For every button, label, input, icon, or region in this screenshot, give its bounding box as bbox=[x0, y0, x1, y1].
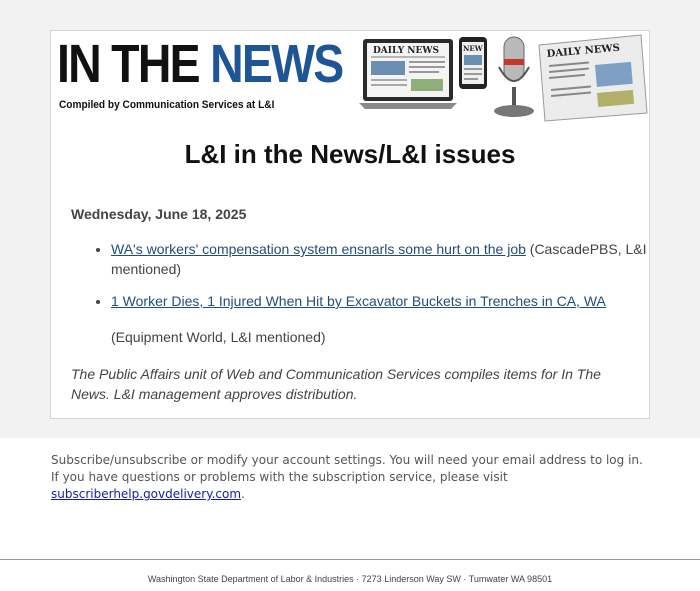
footer-period: . bbox=[241, 487, 245, 501]
page-title: L&I in the News/L&I issues bbox=[184, 139, 516, 169]
masthead-banner bbox=[51, 31, 649, 123]
news-source-standalone: (Equipment World, L&I mentioned) bbox=[111, 329, 326, 345]
distribution-note: The Public Affairs unit of Web and Communication Services compiles items for In The News. L&I management approves distribution. bbox=[71, 366, 601, 402]
phone-paper-label: NEW bbox=[463, 44, 483, 53]
news-link[interactable]: 1 Worker Dies, 1 Injured When Hit by Excavator Buckets in Trenches in CA, WA bbox=[111, 293, 606, 309]
list-item bbox=[111, 291, 651, 311]
news-link[interactable]: WA's workers' compensation system ensnarls some hurt on the job bbox=[111, 241, 526, 257]
issue-date: Wednesday, June 18, 2025 bbox=[71, 206, 247, 222]
footer-text: Subscribe/unsubscribe or modify your account settings. You will need your email address to log in. If you have questions or problems with the subscription service, please visit bbox=[51, 453, 643, 484]
newspaper-icon bbox=[539, 35, 647, 121]
news-list bbox=[91, 239, 651, 323]
news-source: (CascadePBS, L&I mentioned) bbox=[111, 241, 647, 277]
masthead-subtitle: Compiled by Communication Services at L&I bbox=[59, 99, 275, 111]
divider bbox=[0, 559, 700, 560]
newsletter-card bbox=[50, 30, 650, 419]
masthead-title-in: IN THE bbox=[57, 34, 211, 94]
media-illustration bbox=[359, 33, 649, 123]
subscriber-help-link[interactable]: subscriberhelp.govdelivery.com bbox=[51, 487, 242, 501]
list-item bbox=[111, 239, 651, 279]
masthead-title bbox=[57, 36, 343, 92]
subscription-footer bbox=[51, 452, 651, 503]
microphone-icon bbox=[494, 37, 534, 117]
laptop-icon bbox=[359, 39, 457, 109]
laptop-paper-label: DAILY NEWS bbox=[373, 46, 440, 56]
phone-icon bbox=[459, 37, 487, 89]
agency-address: Washington State Department of Labor & Industries · 7273 Linderson Way SW · Tumwater WA 98501 bbox=[147, 574, 553, 584]
newspaper-label: DAILY NEWS bbox=[546, 42, 621, 60]
masthead-title-news: NEWS bbox=[210, 34, 343, 94]
